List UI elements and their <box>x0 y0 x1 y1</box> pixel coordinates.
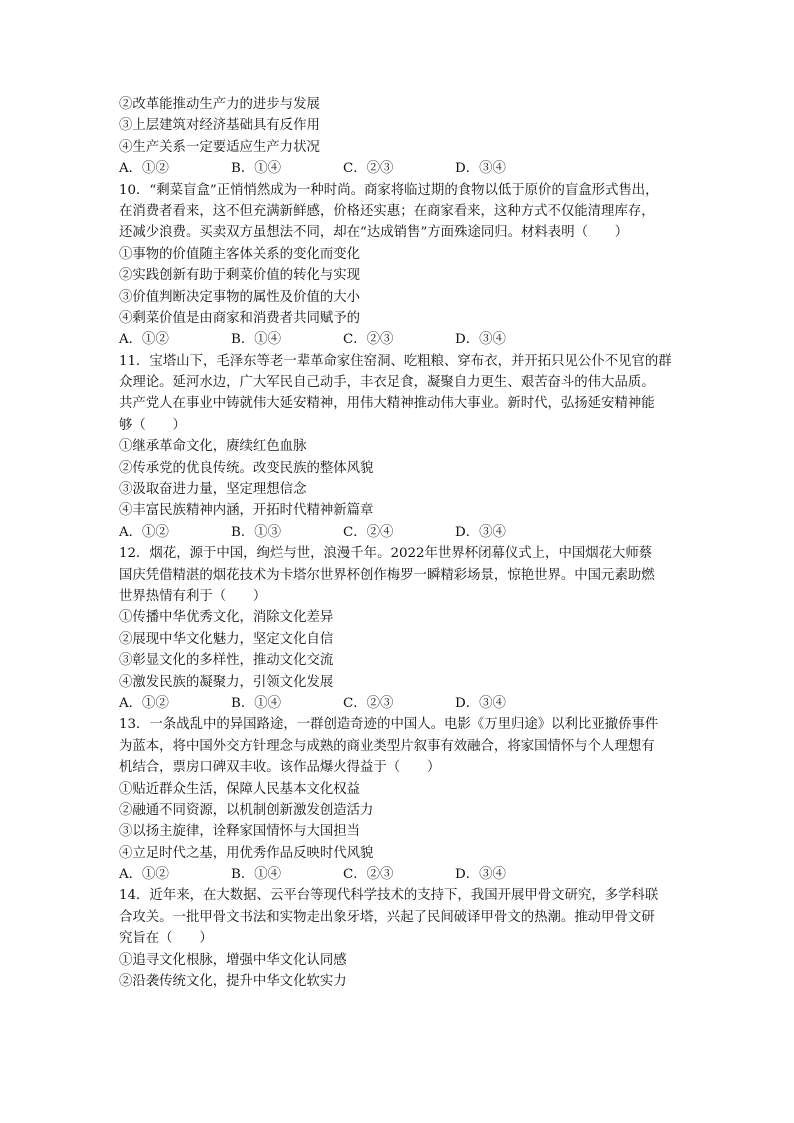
answer-option: A．①② <box>119 332 169 348</box>
text-line: 共产党人在事业中铸就伟大延安精神，用伟大精神推动伟大事业。新时代，弘扬延安精神能 <box>119 396 655 412</box>
text-line: 合攻关。一批甲骨文书法和实物走出象牙塔，兴起了民间破译甲骨文的热潮。推动甲骨文研 <box>119 909 655 925</box>
answer-options-row <box>119 864 679 885</box>
choice-statement: ②沿袭传统文化，提升中华文化软实力 <box>119 974 347 990</box>
answer-option: C．②③ <box>343 161 394 177</box>
text-line: 机结合，票房口碑双丰收。该作品爆火得益于（ ） <box>119 760 441 776</box>
answer-option: B．①④ <box>231 332 282 348</box>
text-line: 国庆凭借精湛的烟花技术为卡塔尔世界杯创作梅罗一瞬精彩场景，惊艳世界。中国元素助燃 <box>119 567 655 583</box>
text-line: 众理论。延河水边，广大军民自己动手，丰衣足食，凝聚自力更生、艰苦奋斗的伟大品质。 <box>119 375 655 391</box>
text-line: 还减少浪费。买卖双方虽想法不同，却在“达成销售”方面殊途同归。材料表明（ ） <box>119 225 629 241</box>
question-stem: 11．宝塔山下，毛泽东等老一辈革命家住窑洞、吃粗粮、穿布衣，并开拓只见公仆不见官的群 <box>119 353 672 369</box>
answer-option: B．①④ <box>231 695 282 711</box>
choice-statement: ①贴近群众生活，保障人民基本文化权益 <box>119 781 361 797</box>
answer-options-row <box>119 329 679 350</box>
choice-statement: ①事物的价值随主客体关系的变化而变化 <box>119 246 361 262</box>
answer-option: A．①② <box>119 524 169 540</box>
answer-option: D．③④ <box>455 524 506 540</box>
answer-option: D．③④ <box>455 332 506 348</box>
answer-option: C．②③ <box>343 867 394 883</box>
answer-options-row <box>119 693 679 714</box>
choice-statement: ①继承革命文化，赓续红色血脉 <box>119 439 307 455</box>
answer-options-row <box>119 522 679 543</box>
text-line: 在消费者看来，这不但充满新鲜感，价格还实惠；在商家看来，这种方式不仅能清理库存， <box>119 203 655 219</box>
text-line: 究旨在（ ） <box>119 931 213 947</box>
choice-statement: ①传播中华优秀文化，消除文化差异 <box>119 610 334 626</box>
choice-statement: ③上层建筑对经济基础具有反作用 <box>119 118 320 134</box>
answer-option: A．①② <box>119 695 169 711</box>
choice-statement: ③汲取奋进力量，坚定理想信念 <box>119 482 307 498</box>
answer-option: A．①② <box>119 161 169 177</box>
answer-option: B．①④ <box>231 867 282 883</box>
choice-statement: ④立足时代之基，用优秀作品反映时代风貌 <box>119 845 374 861</box>
question-stem: 10．“剩菜盲盒”正悄悄然成为一种时尚。商家将临过期的食物以低于原价的盲盒形式售出， <box>119 182 659 198</box>
exam-page-body <box>119 94 679 992</box>
answer-option: B．①③ <box>231 524 282 540</box>
question-stem: 12．烟花，源于中国，绚烂与世，浪漫千年。2022年世界杯闭幕仪式上，中国烟花大师蔡 <box>119 546 653 562</box>
text-line: 为蓝本，将中国外交方针理念与成熟的商业类型片叙事有效融合，将家国情怀与个人理想有 <box>119 738 655 754</box>
choice-statement: ②传承党的优良传统。改变民族的整体风貌 <box>119 460 374 476</box>
answer-option: C．②③ <box>343 695 394 711</box>
choice-statement: ②改革能推动生产力的进步与发展 <box>119 97 320 112</box>
question-stem: 14．近年来，在大数据、云平台等现代科学技术的支持下，我国开展甲骨文研究，多学科联 <box>119 888 659 904</box>
text-line: 够（ ） <box>119 417 186 433</box>
choice-statement: ①追寻文化根脉，增强中华文化认同感 <box>119 952 347 968</box>
text-line: 世界热情有利于（ ） <box>119 588 267 604</box>
answer-option: D．③④ <box>455 867 506 883</box>
answer-option: A．①② <box>119 867 169 883</box>
answer-options-row <box>119 158 679 179</box>
answer-option: D．③④ <box>455 695 506 711</box>
answer-option: C．②③ <box>343 332 394 348</box>
answer-option: C．②④ <box>343 524 394 540</box>
choice-statement: ②实践创新有助于剩菜价值的转化与实现 <box>119 268 361 284</box>
choice-statement: ③价值判断决定事物的属性及价值的大小 <box>119 289 361 305</box>
choice-statement: ④剩菜价值是由商家和消费者共同赋予的 <box>119 310 361 326</box>
answer-option: D．③④ <box>455 161 506 177</box>
choice-statement: ④生产关系一定要适应生产力状况 <box>119 139 320 155</box>
choice-statement: ④丰富民族精神内涵，开拓时代精神新篇章 <box>119 503 374 519</box>
choice-statement: ④激发民族的凝聚力，引领文化发展 <box>119 674 334 690</box>
question-stem: 13．一条战乱中的异国路途，一群创造奇迹的中国人。电影《万里归途》以利比亚撤侨事件 <box>119 717 659 733</box>
choice-statement: ③以扬主旋律，诠释家国情怀与大国担当 <box>119 824 361 840</box>
choice-statement: ③彰显文化的多样性，推动文化交流 <box>119 653 334 669</box>
answer-option: B．①④ <box>231 161 282 177</box>
choice-statement: ②融通不同资源，以机制创新激发创造活力 <box>119 802 374 818</box>
choice-statement: ②展现中华文化魅力，坚定文化自信 <box>119 631 334 647</box>
